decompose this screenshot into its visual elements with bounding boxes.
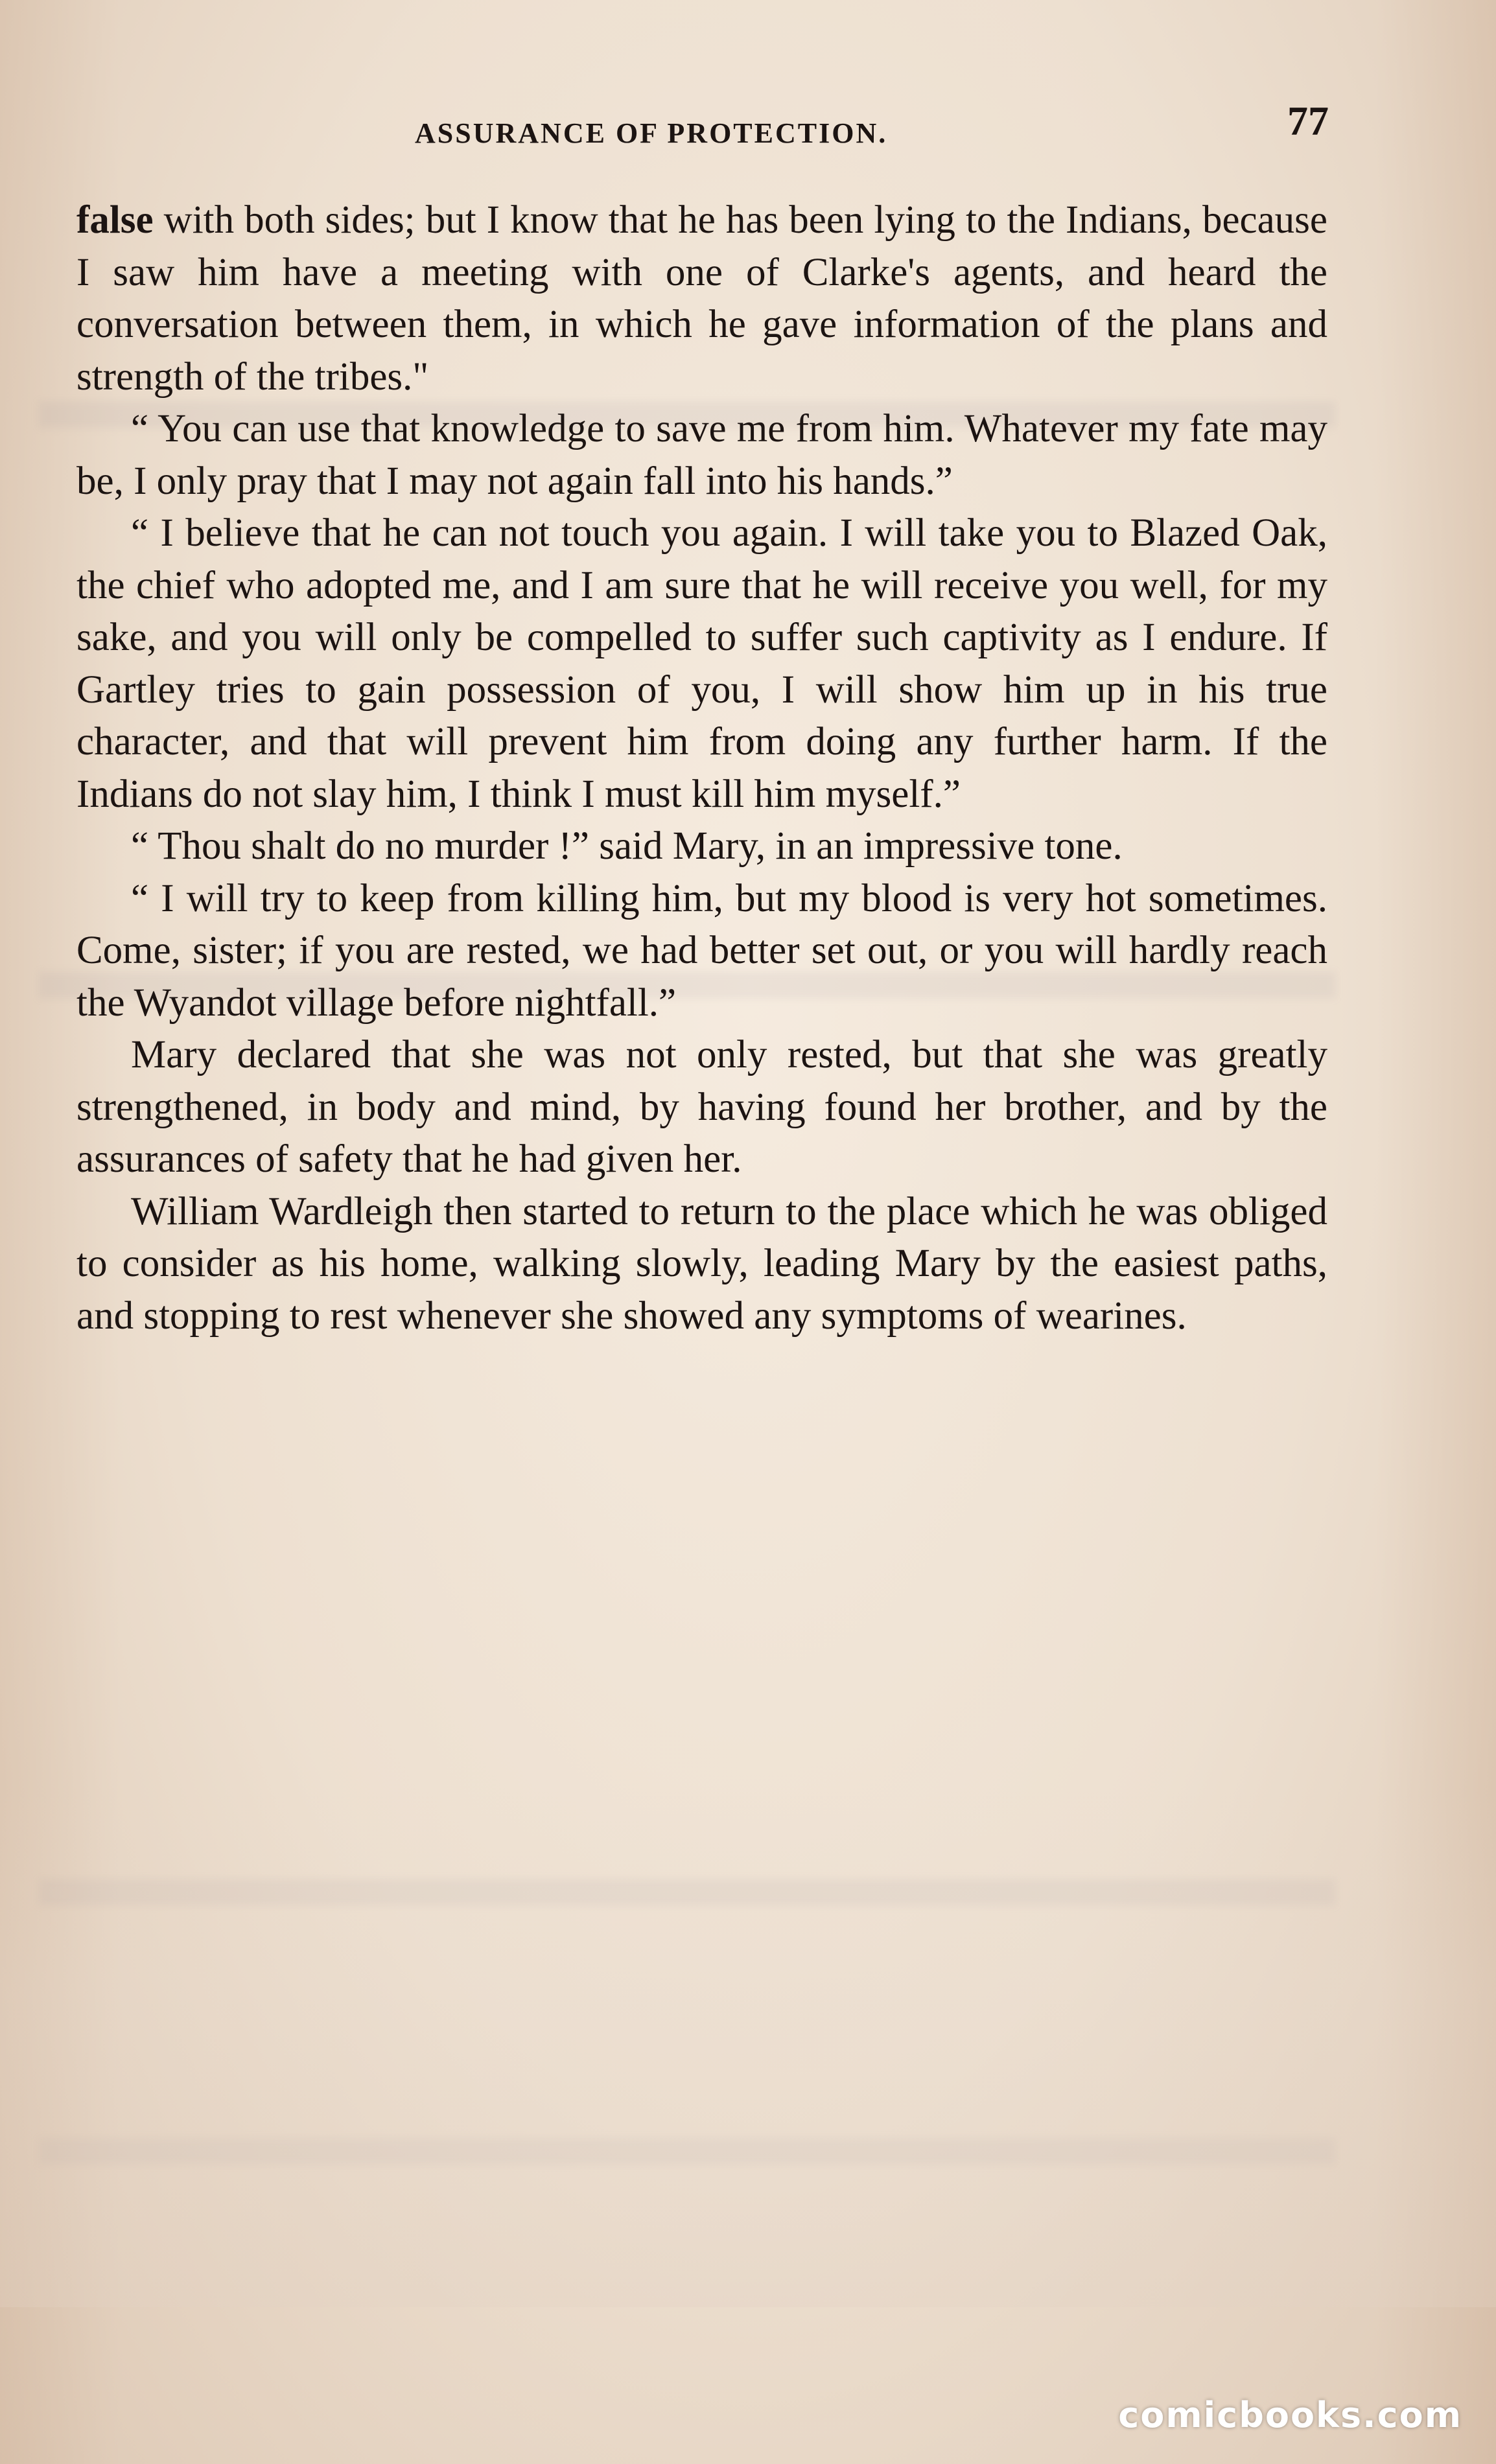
paragraph-lead-word: false [76,198,154,242]
paragraph: “ Thou shalt do no murder !” said Mary, in an impressive tone. [131,824,1123,868]
paragraph: “ You can use that knowledge to save me from him. Whatever my fate may be, I only pray that I may not again fall into his hands.” [76,407,1327,503]
page-number: 77 [1287,98,1329,144]
paragraph: William Wardleigh then started to return to the place which he was obliged to consider as his home, walking slowly, leading Mary by the easiest paths, and stopping to rest whenever she showed any symptoms of wearines. [76,1189,1327,1338]
paragraph [76,194,1327,403]
paragraph-text: with both sides; but I know that he has been lying to the Indians, because I saw him have a meeting with one of Clarke's agents, and heard the conversation between them, in which he gave information of the plans and strength of the tribes." [76,198,1327,399]
watermark: comicbooks.com [1118,2395,1462,2435]
running-head: ASSURANCE OF PROTECTION. [415,117,888,149]
paragraph: “ I will try to keep from killing him, but my blood is very hot sometimes. Come, sister; if you are rested, we had better set out, or you will hardly reach the Wyandot village before nightfall.” [76,876,1327,1025]
blank-lower-page [0,1789,1496,2307]
body-text [76,194,1327,1342]
page-header [78,97,1329,156]
paragraph: Mary declared that she was not only rested, but that she was greatly strengthened, in body and mind, by having found her brother, and by the assurances of safety that he had given her. [76,1033,1327,1181]
paragraph: “ I believe that he can not touch you again. I will take you to Blazed Oak, the chief who adopted me, and I am sure that he will receive you well, for my sake, and you will only be compelled to suffer such captivity as I endure. If Gartley tries to gain possession of you, I will show him up in his true character, and that will prevent him from doing any further harm. If the Indians do not slay him, I think I must kill him myself.” [76,511,1327,816]
